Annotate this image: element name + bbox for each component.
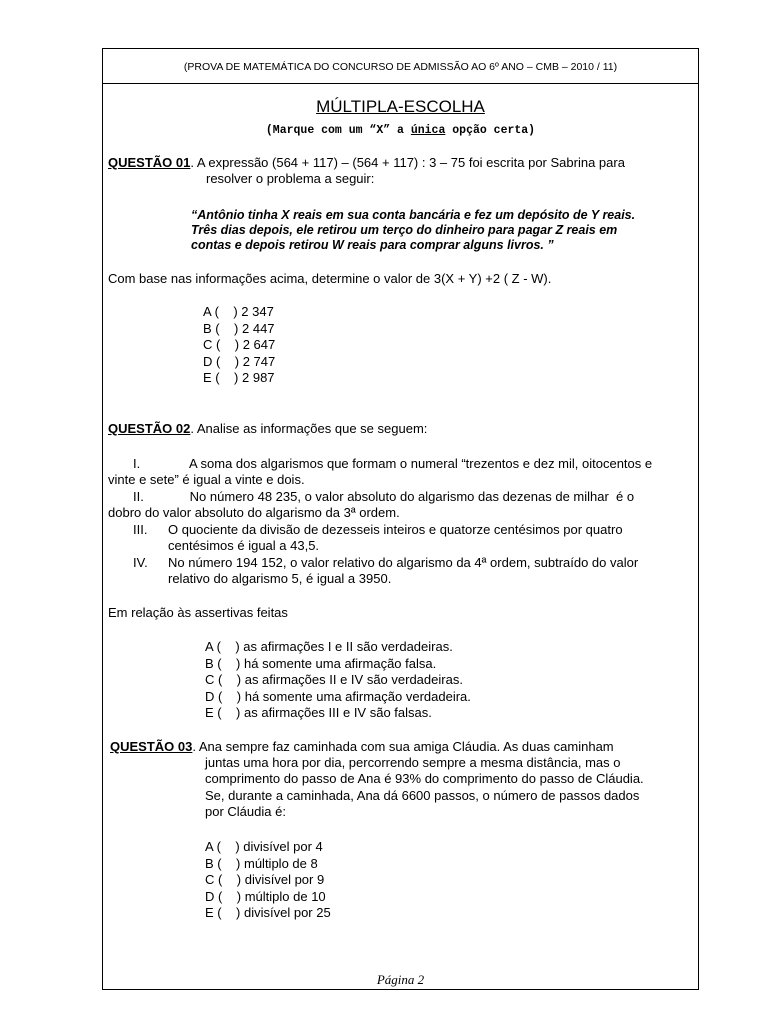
q3-line2: juntas uma hora por dia, percorrendo sempre a mesma distância, mas o (205, 755, 621, 770)
q2-item-2-line2: dobro do valor absoluto do algarismo da 3ª ordem. (108, 505, 400, 520)
q1-option-c[interactable]: C ( ) 2 647 (203, 337, 276, 352)
q2-options (205, 639, 471, 722)
exam-header: (PROVA DE MATEMÁTICA DO CONCURSO DE ADMISSÃO AO 6º ANO – CMB – 2010 / 11) (103, 49, 698, 84)
q1-option-b[interactable]: B ( ) 2 447 (203, 320, 275, 336)
q2-option-b[interactable]: B ( ) há somente uma afirmação falsa. (205, 655, 437, 671)
q3-option-e[interactable]: E ( ) divisível por 25 (205, 905, 331, 920)
q2-label: QUESTÃO 02 (108, 421, 191, 436)
section-subtitle: (Marque com um “X” a única opção certa) (265, 124, 536, 137)
q2-item-3: O quociente da divisão de dezesseis inteiros e quatorze centésimos por quatro (168, 522, 623, 537)
q2-item-num-2: II. (133, 489, 144, 504)
q2-item-4: No número 194 152, o valor relativo do algarismo da 4ª ordem, subtraído do valor (168, 555, 639, 570)
q1-options (203, 304, 275, 387)
q3-option-d[interactable]: D ( ) múltiplo de 10 (205, 888, 326, 904)
q1-option-a[interactable]: A ( ) 2 347 (203, 304, 274, 319)
q1-prompt: Com base nas informações acima, determine o valor de 3(X + Y) +2 ( Z - W). (108, 271, 552, 286)
q2-item-num-1: I. (133, 456, 141, 471)
q2-option-c[interactable]: C ( ) as afirmações II e IV são verdadeiras. (205, 672, 463, 687)
q3-option-c[interactable]: C ( ) divisível por 9 (205, 872, 325, 887)
q2-item-2: No número 48 235, o valor absoluto do algarismo das dezenas de milhar é o (168, 489, 635, 504)
q2-prompt: Em relação às assertivas feitas (108, 605, 288, 620)
q2-item-1: A soma dos algarismos que formam o numeral “trezentos e dez mil, oitocentos e (168, 456, 653, 471)
q3-label: QUESTÃO 03 (110, 739, 193, 754)
q3-line5: por Cláudia é: (205, 804, 286, 819)
q1-line1: QUESTÃO 01. A expressão (564 + 117) – (564 + 117) : 3 – 75 foi escrita por Sabrina para (108, 155, 625, 170)
page-frame (102, 48, 699, 990)
q2-option-a[interactable]: A ( ) as afirmações I e II são verdadeiras. (205, 639, 453, 654)
q3-option-b[interactable]: B ( ) múltiplo de 8 (205, 855, 318, 871)
q1-quote-line1: “Antônio tinha X reais em sua conta bancária e fez um depósito de Y reais. (191, 208, 636, 222)
q2-heading: QUESTÃO 02. Analise as informações que se seguem: (108, 421, 428, 436)
q3-line4: Se, durante a caminhada, Ana dá 6600 passos, o número de passos dados (205, 788, 640, 803)
q1-option-e[interactable]: E ( ) 2 987 (203, 370, 275, 385)
q1-quote-line2: Três dias depois, ele retirou um terço do dinheiro para pagar Z reais em (191, 223, 618, 237)
q3-line3: comprimento do passo de Ana é 93% do comprimento do passo de Cláudia. (205, 771, 644, 786)
q2-item-num-3: III. (133, 522, 148, 537)
q3-options (205, 839, 331, 922)
q1-option-d[interactable]: D ( ) 2 747 (203, 353, 276, 369)
q2-item-3-line2: centésimos é igual a 43,5. (168, 538, 320, 553)
q2-item-1-line2: vinte e sete” é igual a vinte e dois. (108, 472, 305, 487)
section-title: MÚLTIPLA-ESCOLHA (316, 97, 485, 116)
q2-item-4-line2: relativo do algarismo 5, é igual a 3950. (168, 571, 392, 586)
page-number: Página 2 (376, 972, 425, 987)
q1-label: QUESTÃO 01 (108, 155, 191, 170)
q2-option-e[interactable]: E ( ) as afirmações III e IV são falsas. (205, 705, 432, 720)
q3-option-a[interactable]: A ( ) divisível por 4 (205, 839, 323, 854)
q1-line2: resolver o problema a seguir: (206, 171, 375, 186)
q2-item-num-4: IV. (133, 555, 148, 570)
q2-option-d[interactable]: D ( ) há somente uma afirmação verdadeira. (205, 688, 471, 704)
q3-line1: QUESTÃO 03. Ana sempre faz caminhada com sua amiga Cláudia. As duas caminham (110, 739, 614, 754)
q1-quote-line3: contas e depois retirou W reais para comprar alguns livros. ” (191, 238, 554, 252)
